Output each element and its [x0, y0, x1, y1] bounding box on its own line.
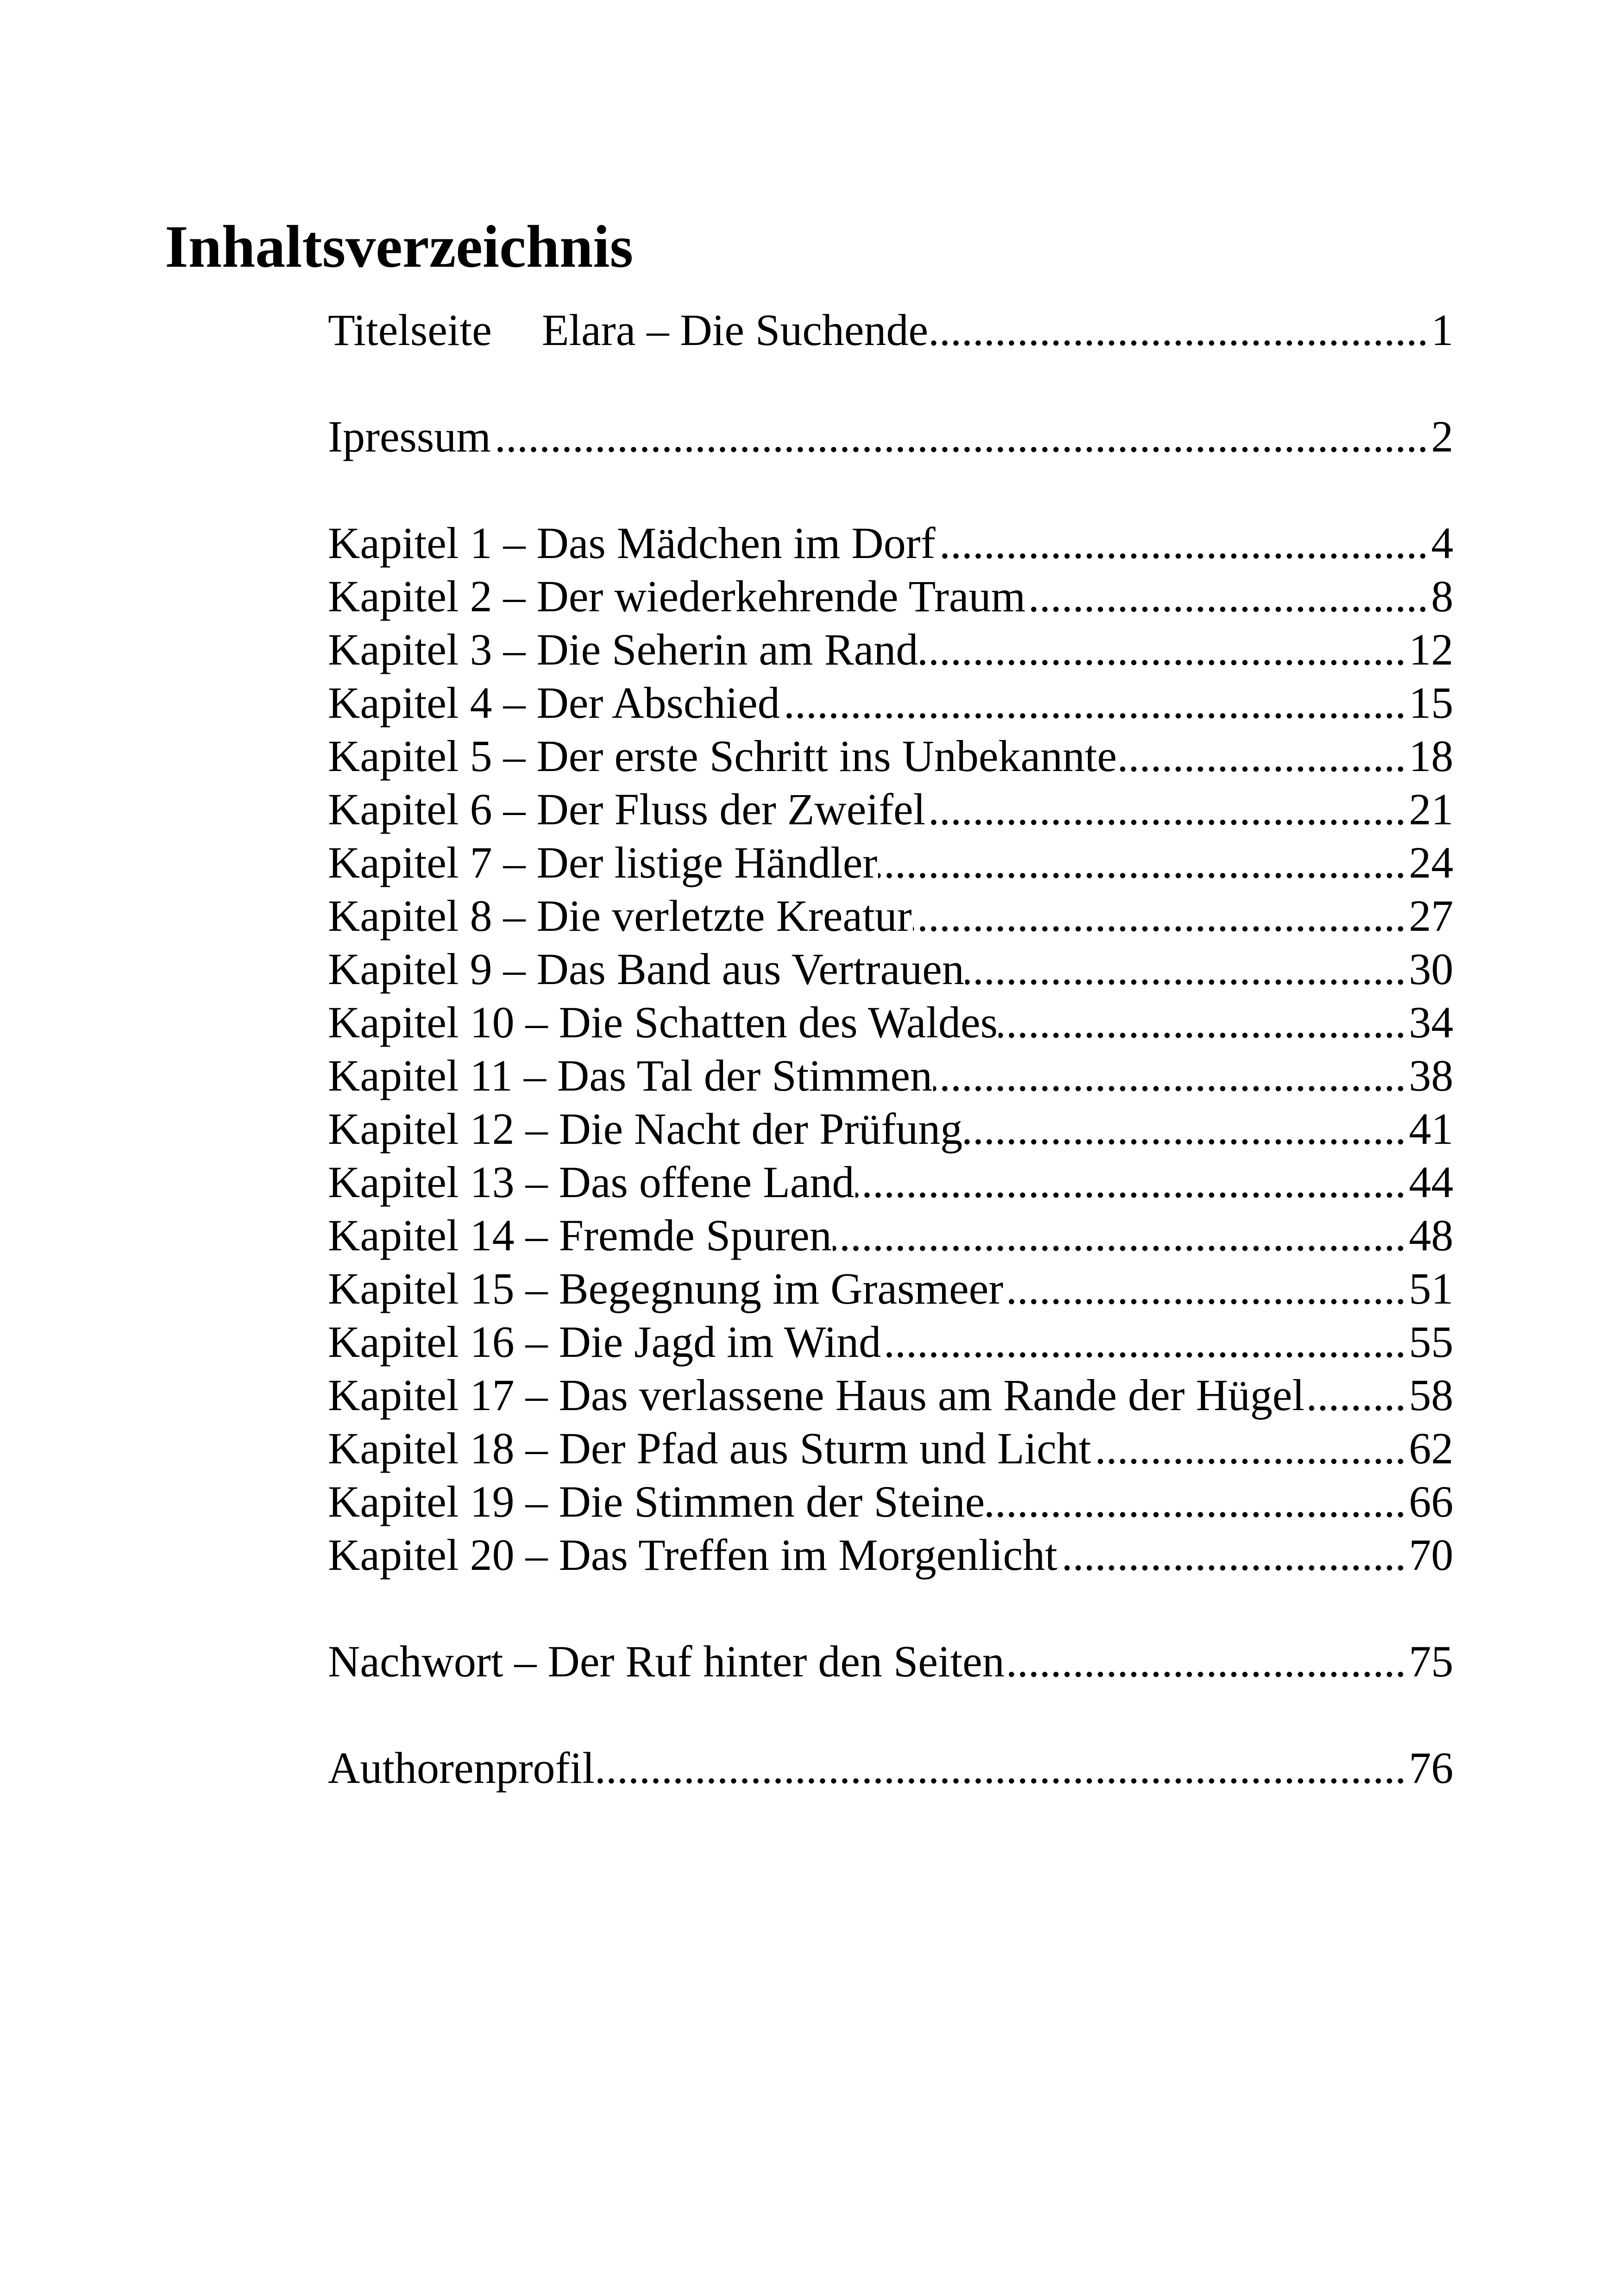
toc-entry-page-number: 62 [1408, 1422, 1453, 1475]
toc-entry-title: Kapitel 20 – Das Treffen im Morgenlicht [328, 1530, 1057, 1580]
toc-list [328, 303, 1453, 1794]
toc-entry-title: Kapitel 2 – Der wiederkehrende Traum [328, 571, 1026, 621]
toc-entry-page-number: 24 [1408, 836, 1453, 889]
toc-entry-page-number: 27 [1408, 889, 1453, 942]
toc-entry-page-number: 30 [1408, 942, 1453, 996]
toc-entry-chapter-3 [328, 623, 1453, 676]
toc-entry-title: Kapitel 12 – Die Nacht der Prüfung [328, 1104, 963, 1154]
toc-entry-title: Kapitel 19 – Die Stimmen der Steine [328, 1477, 985, 1526]
toc-entry-page-number: 4 [1430, 516, 1453, 570]
toc-entry-chapter-4 [328, 676, 1453, 729]
toc-entry-title: Kapitel 17 – Das verlassene Haus am Rande der Hügel [328, 1370, 1305, 1420]
toc-entry-title: Kapitel 4 – Der Abschied [328, 678, 780, 728]
toc-entry-chapter-14 [328, 1209, 1453, 1262]
toc-entry-chapter-15 [328, 1262, 1453, 1315]
toc-entry-title: Kapitel 16 – Die Jagd im Wind [328, 1317, 881, 1367]
toc-entry-page-number: 21 [1408, 783, 1453, 836]
toc-entry-page-number: 66 [1408, 1475, 1453, 1528]
toc-entry-chapter-13 [328, 1155, 1453, 1209]
toc-entry-page-number: 41 [1408, 1102, 1453, 1155]
toc-entry-page-number: 1 [1430, 303, 1453, 357]
toc-entry-chapter-16 [328, 1315, 1453, 1368]
toc-entry-page-number: 48 [1408, 1209, 1453, 1262]
toc-entry-impressum [328, 410, 1453, 463]
toc-entry-title: Kapitel 18 – Der Pfad aus Sturm und Licht [328, 1424, 1091, 1473]
toc-entry-afterword [328, 1635, 1453, 1688]
toc-entry-page-number: 38 [1408, 1049, 1453, 1102]
toc-entry-title: Kapitel 1 – Das Mädchen im Dorf [328, 518, 936, 568]
toc-entry-title: Kapitel 13 – Das offene Land [328, 1157, 854, 1207]
toc-entry-title: Kapitel 9 – Das Band aus Vertrauen [328, 944, 964, 994]
toc-entry-chapter-8 [328, 889, 1453, 942]
toc-entry-chapter-11 [328, 1049, 1453, 1102]
toc-entry-page-number: 2 [1430, 410, 1453, 463]
toc-entry-page-number: 18 [1408, 729, 1453, 783]
toc-entry-chapter-10 [328, 996, 1453, 1049]
toc-entry-label: Titelseite [328, 305, 492, 355]
toc-entry-chapter-6 [328, 783, 1453, 836]
toc-entry-chapter-20 [328, 1528, 1453, 1581]
toc-entry-title: Ipressum [328, 412, 491, 461]
toc-entry-page-number: 15 [1408, 676, 1453, 729]
toc-heading: Inhaltsverzeichnis [165, 213, 634, 280]
toc-entry-author-profile [328, 1741, 1453, 1794]
toc-entry-title: Kapitel 5 – Der erste Schritt ins Unbekannte [328, 731, 1117, 781]
toc-entry-chapter-12 [328, 1102, 1453, 1155]
toc-entry-page-number: 70 [1408, 1528, 1453, 1581]
toc-entry-page-number: 55 [1408, 1315, 1453, 1368]
toc-entry-title-page [328, 303, 1453, 357]
toc-entry-title: Kapitel 11 – Das Tal der Stimmen [328, 1051, 933, 1100]
toc-entry-chapter-17 [328, 1368, 1453, 1422]
toc-entry-title: Kapitel 7 – Der listige Händler [328, 838, 878, 887]
toc-entry-chapter-19 [328, 1475, 1453, 1528]
toc-entry-title: Nachwort – Der Ruf hinter den Seiten [328, 1637, 1005, 1686]
toc-entry-title [328, 305, 929, 355]
toc-entry-page-number: 8 [1430, 570, 1453, 623]
toc-entry-page-number: 44 [1408, 1155, 1453, 1209]
toc-entry-page-number: 51 [1408, 1262, 1453, 1315]
toc-entry-chapter-9 [328, 942, 1453, 996]
toc-entry-text: Elara – Die Suchende [541, 305, 929, 355]
toc-entry-title: Kapitel 6 – Der Fluss der Zweifel [328, 784, 926, 834]
toc-entry-page-number: 58 [1408, 1368, 1453, 1422]
toc-entry-chapter-18 [328, 1422, 1453, 1475]
toc-entry-page-number: 76 [1408, 1741, 1453, 1794]
toc-entry-chapter-7 [328, 836, 1453, 889]
toc-entry-title: Kapitel 10 – Die Schatten des Waldes [328, 997, 998, 1047]
toc-entry-title: Kapitel 3 – Die Seherin am Rand [328, 625, 918, 674]
toc-entry-chapter-1 [328, 516, 1453, 570]
toc-entry-page-number: 75 [1408, 1635, 1453, 1688]
toc-entry-title: Kapitel 8 – Die verletzte Kreatur [328, 891, 912, 941]
toc-entry-title: Kapitel 14 – Fremde Spuren [328, 1211, 832, 1260]
toc-entry-page-number: 12 [1408, 623, 1453, 676]
toc-entry-title: Kapitel 15 – Begegnung im Grasmeer [328, 1264, 1004, 1313]
toc-entry-chapter-2 [328, 570, 1453, 623]
toc-entry-title: Authorenprofil [328, 1743, 595, 1793]
toc-entry-page-number: 34 [1408, 996, 1453, 1049]
toc-entry-chapter-5 [328, 729, 1453, 783]
